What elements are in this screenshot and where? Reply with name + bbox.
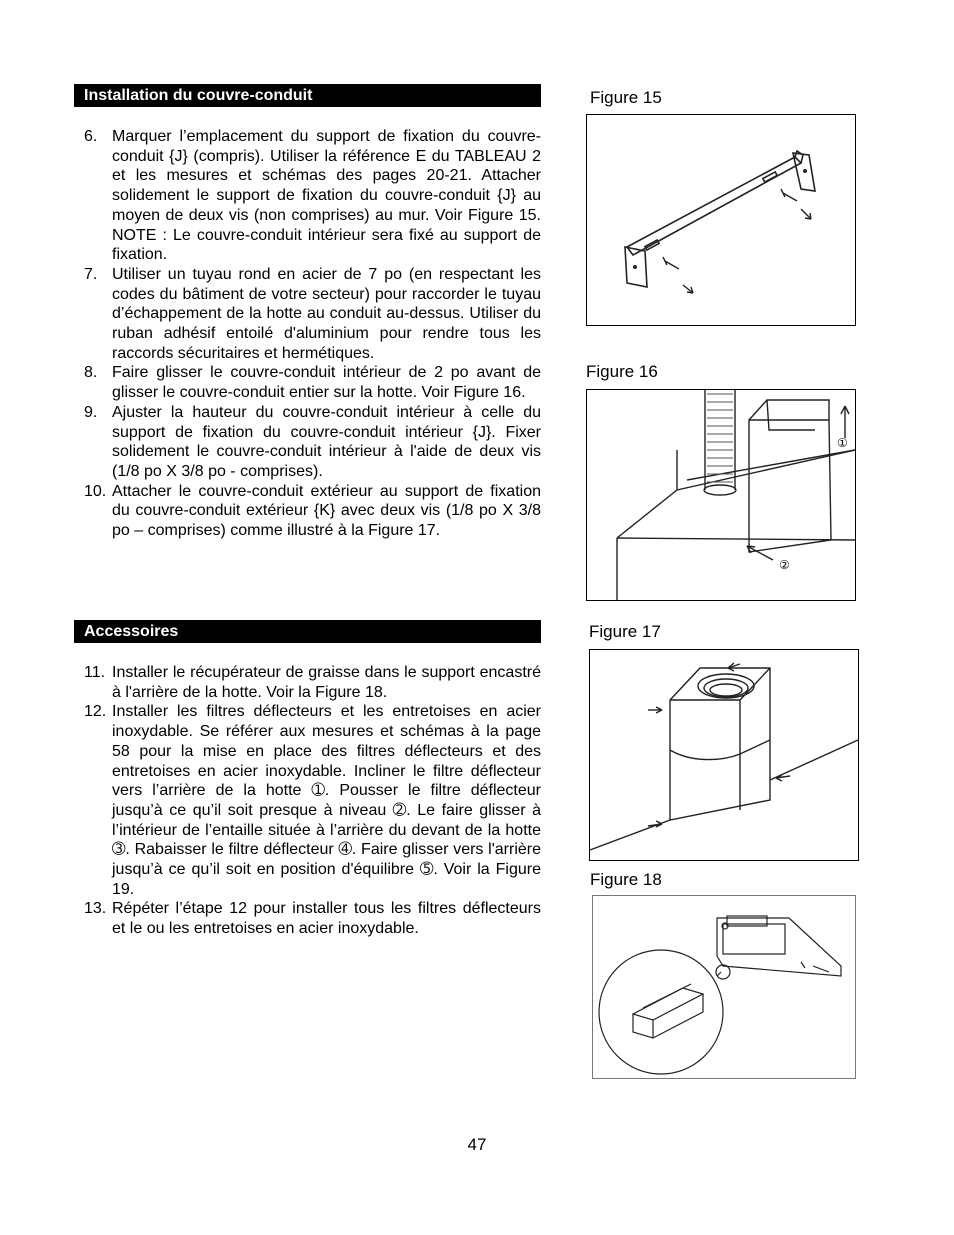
step-text: Faire glisser le couvre-conduit intérieur de 2 po avant de glisser le couvre-conduit entier sur la hotte. Voir Figure 16. <box>112 364 541 402</box>
installation-steps <box>74 127 541 541</box>
figure-17-label: Figure 17 <box>589 622 661 641</box>
step-text: Installer le récupérateur de graisse dans le support encastré à l'arrière de la hotte. Voir la Figure 18. <box>112 664 541 701</box>
step-text: Marquer l’emplacement du support de fixation du couvre-conduit {J} (compris). Utiliser la référence E du TABLEAU 2 et les mesures et schémas des pages 20-21. Attacher solidement le support de fixation du couvre-conduit {J} au moyen de deux vis (non comprises) au mur. Voir Figure 15. NOTE : Le couvre-conduit intérieur sera fixé au support de fixation. <box>112 128 541 264</box>
figure-15-label: Figure 15 <box>590 88 662 107</box>
step-text: Ajuster la hauteur du couvre-conduit intérieur à celle du support de fixation du couvre-conduit intérieur {J}. Fixer solidement le couvre-conduit intérieur à l'aide de deux vis (1/8 po X 3/8 po - comprises). <box>112 403 541 480</box>
list-item <box>74 127 541 265</box>
page-number: 47 <box>467 1135 487 1154</box>
figure-18-grease-tray-illustration <box>592 895 856 1079</box>
step-number: 11. <box>84 664 106 681</box>
list-item <box>74 482 541 541</box>
step-text: Attacher le couvre-conduit extérieur au support de fixation du couvre-conduit extérieur {K} avec deux vis (1/8 po X 3/8 po – comprises) comme illustré à la Figure 17. <box>112 482 541 540</box>
figure-16-duct-cover-illustration <box>586 389 856 601</box>
step-number: 9. <box>84 403 98 421</box>
step-number: 7. <box>84 265 98 283</box>
marker-1: ① <box>837 436 848 450</box>
list-item <box>74 265 541 364</box>
duct-cover-drawing <box>587 390 855 600</box>
figure-17-outer-cover-illustration <box>589 649 859 861</box>
outer-cover-drawing <box>590 650 858 860</box>
marker-2: ② <box>779 558 790 572</box>
section-title-installation: Installation du couvre-conduit <box>74 84 541 107</box>
step-number: 8. <box>84 364 98 382</box>
list-item <box>74 663 541 702</box>
step-number: 12. <box>84 703 107 721</box>
figure-18-label: Figure 18 <box>590 870 662 889</box>
step-number: 13. <box>84 900 107 918</box>
list-item <box>74 363 541 402</box>
list-item <box>74 899 541 938</box>
figure-15-bracket-illustration <box>586 114 856 326</box>
accessories-steps <box>74 663 541 939</box>
grease-tray-drawing <box>593 896 855 1078</box>
step-number: 10. <box>84 482 107 500</box>
figure-16-label: Figure 16 <box>586 362 658 381</box>
step-text: Utiliser un tuyau rond en acier de 7 po (en respectant les codes du bâtiment de votre secteur) pour raccorder le tuyau d’échappement de la hotte au conduit au-dessus. Utiliser du ruban adhésif entoilé d'aluminium pour rendre tous les raccords sécuritaires et hermétiques. <box>112 265 541 362</box>
list-item <box>74 403 541 482</box>
list-item <box>74 702 541 899</box>
step-number: 6. <box>84 128 98 145</box>
section-title-accessories: Accessoires <box>74 620 541 643</box>
bracket-drawing <box>587 115 855 325</box>
step-text: Installer les filtres déflecteurs et les entretoises en acier inoxydable. Se référer aux mesures et schémas à la page 58 pour la mise en place des filtres déflecteurs et des entretoises en acier inoxydable. Incliner le filtre déflecteur vers l’arrière de la hotte ➀. Pousser le filtre déflecteur jusqu’à ce qu’il soit presque à niveau ➁. Le faire glisser à l’intérieur de l’entaille située à l’arrière du devant de la hotte ➂. Rabaisser le filtre déflecteur ➃. Faire glisser vers l'arrière jusqu’à ce qu’il soit en position d'équilibre ➄. Voir la Figure 19. <box>112 703 541 898</box>
step-text: Répéter l’étape 12 pour installer tous les filtres déflecteurs et le ou les entretoises en acier inoxydable. <box>112 900 541 938</box>
